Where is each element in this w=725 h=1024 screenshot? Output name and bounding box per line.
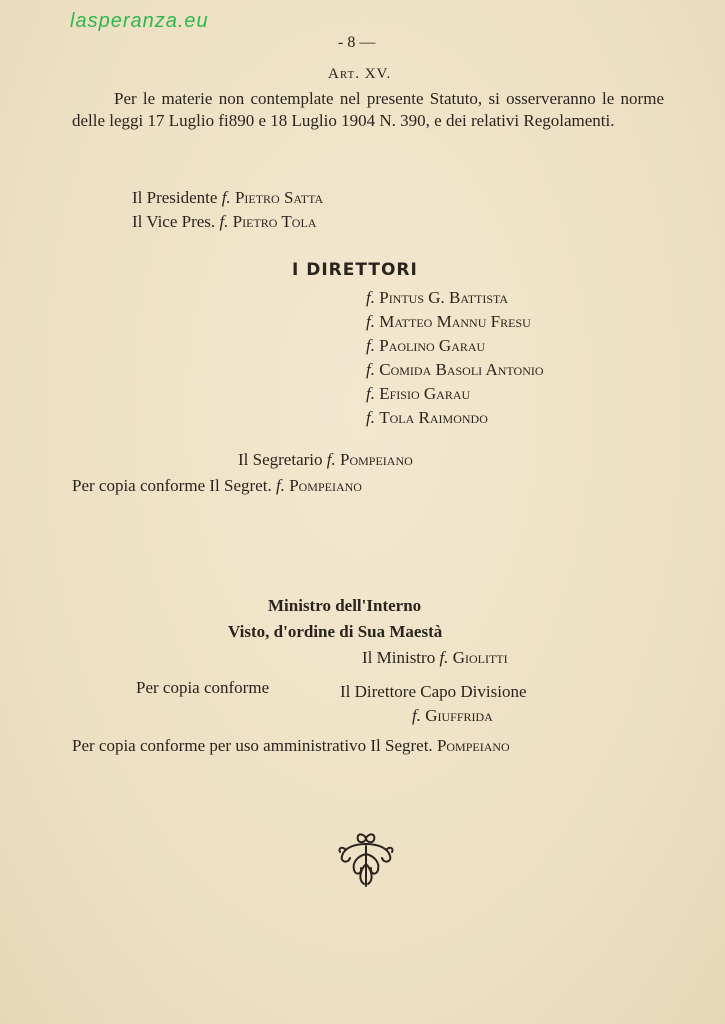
direttore-name: Paolino Garau (379, 336, 486, 355)
f-mark: f. (366, 312, 375, 331)
f-mark: f. (439, 648, 449, 667)
signer-name: Giuffrida (425, 706, 493, 725)
direttore-row (366, 336, 485, 356)
direttore-row (366, 408, 488, 428)
direttore-name: Comida Basoli Antonio (379, 360, 544, 379)
f-mark: f. (366, 336, 375, 355)
signature-presidente (132, 188, 323, 208)
direttore-row (366, 312, 531, 332)
f-mark: f. (366, 384, 375, 403)
direttore-name: Efisio Garau (379, 384, 471, 403)
direttore-name: Matteo Mannu Fresu (379, 312, 531, 331)
page-number: - 8 — (338, 34, 376, 51)
role-label: Il Vice Pres. (132, 212, 216, 231)
signature-vice (132, 212, 316, 232)
signature-segretario (238, 450, 413, 470)
visto-line: Visto, d'ordine di Sua Maestà (228, 622, 443, 641)
f-mark: f. (326, 450, 336, 469)
copia-text: Per copia conforme per uso amministrativo Il Segret. (72, 736, 433, 755)
f-mark: f. (221, 188, 231, 207)
direttore-name: Pintus G. Battista (379, 288, 509, 307)
article-paragraph (72, 88, 664, 132)
f-mark: f. (219, 212, 229, 231)
signer-name: Pompeiano (289, 476, 362, 495)
role-label: Il Ministro (362, 648, 436, 667)
ministro-heading: Ministro dell'Interno (268, 596, 422, 615)
direttore-row (366, 384, 470, 404)
role-label: Il Presidente (132, 188, 218, 207)
direttore-name: Tola Raimondo (379, 408, 488, 427)
direttore-capo-role: Il Direttore Capo Divisione (340, 682, 527, 701)
direttore-row (366, 360, 544, 380)
copia-prefix: Per copia conforme (72, 476, 206, 495)
copia-conforme-segretario (72, 476, 362, 496)
signature-ministro (362, 648, 508, 668)
direttore-row (366, 288, 508, 308)
direttori-heading: I DIRETTORI (292, 260, 418, 280)
signer-name: Pompeiano (436, 736, 510, 755)
signer-name: Pietro Satta (234, 188, 324, 207)
f-mark: f. (366, 408, 375, 427)
role-label: Il Segret. (209, 476, 272, 495)
signature-giuffrida (412, 706, 493, 726)
article-title: Art. XV. (328, 66, 392, 82)
signer-name: Giolitti (452, 648, 508, 667)
watermark: lasperanza.eu (70, 10, 209, 32)
copia-conforme-amministrativo (72, 736, 510, 756)
f-mark: f. (275, 476, 285, 495)
f-mark: f. (366, 360, 375, 379)
signer-name: Pietro Tola (232, 212, 317, 231)
copia-conforme-prefix: Per copia conforme (136, 678, 270, 697)
signer-name: Pompeiano (339, 450, 413, 469)
f-mark: f. (366, 288, 375, 307)
article-text: Per le materie non contemplate nel presente Statuto, si osserveranno le norme delle leggi 17 Luglio fi890 e 18 Luglio 1904 N. 390, e dei relativi Regolamenti. (72, 89, 664, 130)
role-label: Il Segretario (238, 450, 323, 469)
f-mark: f. (412, 706, 421, 725)
floral-ornament-icon (336, 830, 396, 897)
